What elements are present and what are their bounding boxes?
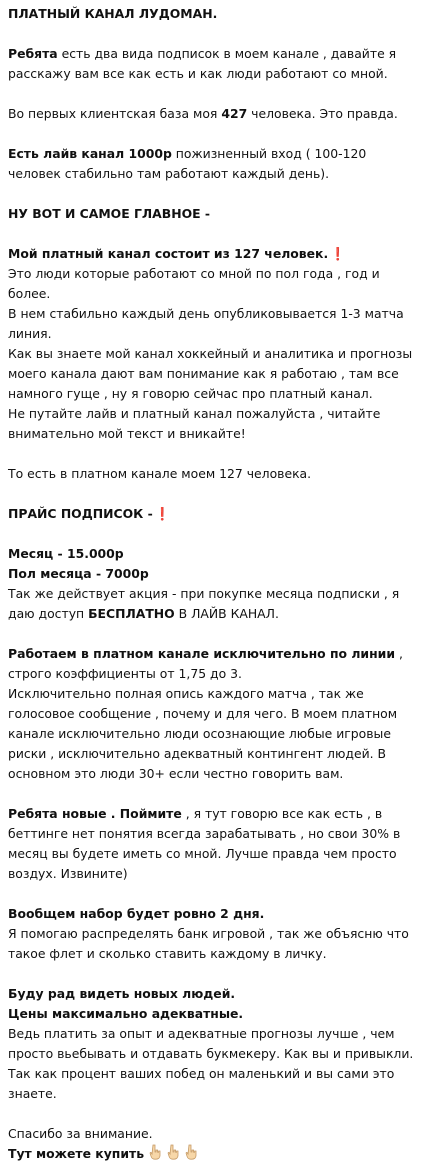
promo-free: БЕСПЛАТНО bbox=[88, 606, 175, 621]
red-exclamation-icon: ❗ bbox=[330, 246, 346, 261]
red-exclamation-icon: ❗ bbox=[154, 506, 171, 521]
intro-bold: Ребята bbox=[8, 46, 58, 61]
line-betting-details: Исключительно полная опись каждого матча , так же голосовое сообщение , почему и для чего. В моем платном канале исключительно люди осознающие любые игровые риски , исключительно адекватный контингент людей. В основном это люди 30+ если честно говорить вам. bbox=[8, 686, 398, 781]
new-members-paragraph bbox=[8, 804, 417, 884]
paid-channel-bold: Мой платный канал состоит из 127 человек. bbox=[8, 246, 329, 261]
buy-line bbox=[8, 1144, 417, 1164]
price-heading-text: ПРАЙС ПОДПИСОК - bbox=[8, 506, 153, 521]
paid-channel-line1: Это люди которые работают со мной по пол года , год и более. bbox=[8, 266, 380, 301]
client-base-text-end: человека. Это правда. bbox=[247, 106, 398, 121]
buy-here-text: Тут можете купить bbox=[8, 1146, 145, 1161]
promo-mid: В bbox=[174, 606, 192, 621]
paid-channel-line4: Не путайте лайв и платный канал пожалуйста , читайте внимательно мой текст и вникайте! bbox=[8, 406, 381, 441]
new-members-bold: Ребята новые . Поймите bbox=[8, 806, 182, 821]
paid-channel-paragraph bbox=[8, 244, 417, 444]
line-betting-paragraph bbox=[8, 644, 417, 784]
client-base-count: 427 bbox=[221, 106, 248, 121]
closing-line-4: Так как процент ваших побед он маленький и вы сами это знаете. bbox=[8, 1066, 395, 1101]
pointing-down-hand-icon bbox=[166, 1144, 180, 1160]
closing-paragraph bbox=[8, 984, 417, 1104]
live-channel-bold: Есть лайв канал 1000р bbox=[8, 146, 172, 161]
pointing-down-hand-icon bbox=[148, 1144, 162, 1160]
post-title: ПЛАТНЫЙ КАНАЛ ЛУДОМАН. bbox=[8, 6, 218, 21]
live-channel-text: пожизненный вход ( 100-120 человек стабильно там работают каждый день). bbox=[8, 146, 367, 181]
price-half-month: Пол месяца - 7000р bbox=[8, 566, 149, 581]
client-base-text: Во первых клиентская база моя bbox=[8, 106, 222, 121]
closing-line-3: Ведь платить за опыт и адекватные прогнозы лучше , чем просто вьебывать и отдавать букмекеру. Как вы и привыкли. bbox=[8, 1026, 414, 1061]
paid-channel-line2: В нем стабильно каждый день опубликовывается 1-3 матча линия. bbox=[8, 306, 404, 341]
price-month: Месяц - 15.000р bbox=[8, 546, 124, 561]
line-betting-bold: Работаем в платном канале исключительно по линии bbox=[8, 646, 396, 661]
live-channel-paragraph bbox=[8, 144, 417, 184]
recruitment-paragraph bbox=[8, 904, 417, 964]
promo-text: Так же действует акция - при покупке месяца подписки , я даю доступ bbox=[8, 586, 400, 621]
recruitment-text: Я помогаю распределять банк игровой , так же объясню что такое флет и сколько ставить каждому в личку. bbox=[8, 926, 409, 961]
line-betting-text: , строго коэффициенты от 1,75 до 3. bbox=[8, 646, 403, 681]
thanks-text: Спасибо за внимание. bbox=[8, 1126, 153, 1141]
price-list bbox=[8, 544, 417, 624]
client-base-paragraph bbox=[8, 104, 417, 124]
recruitment-bold: Вообщем набор будет ровно 2 дня. bbox=[8, 906, 265, 921]
intro-text: есть два вида подписок в моем канале , давайте я расскажу вам все как есть и как люди работают со мной. bbox=[8, 46, 397, 81]
new-members-text: , я тут говорю все как есть , в беттинге нет понятия всегда зарабатывать , но свои 30% в месяц вы будете иметь со мной. Лучше правда чем просто воздух. Извините) bbox=[8, 806, 401, 881]
intro-paragraph bbox=[8, 44, 417, 84]
paid-channel-line3: Как вы знаете мой канал хоккейный и аналитика и прогнозы моего канала дают вам понимание как я работаю , там все намного гуще , ну я говорю сейчас про платный канал. bbox=[8, 346, 413, 401]
main-heading: НУ ВОТ И САМОЕ ГЛАВНОЕ - bbox=[8, 206, 211, 221]
promo-live: ЛАЙВ КАНАЛ. bbox=[191, 606, 279, 621]
closing-bold-1: Буду рад видеть новых людей. bbox=[8, 986, 236, 1001]
pointing-down-hand-icon bbox=[184, 1144, 198, 1160]
paid-channel-summary: То есть в платном канале моем 127 человека. bbox=[8, 466, 312, 481]
price-heading bbox=[8, 504, 417, 524]
closing-bold-2: Цены максимально адекватные. bbox=[8, 1006, 244, 1021]
